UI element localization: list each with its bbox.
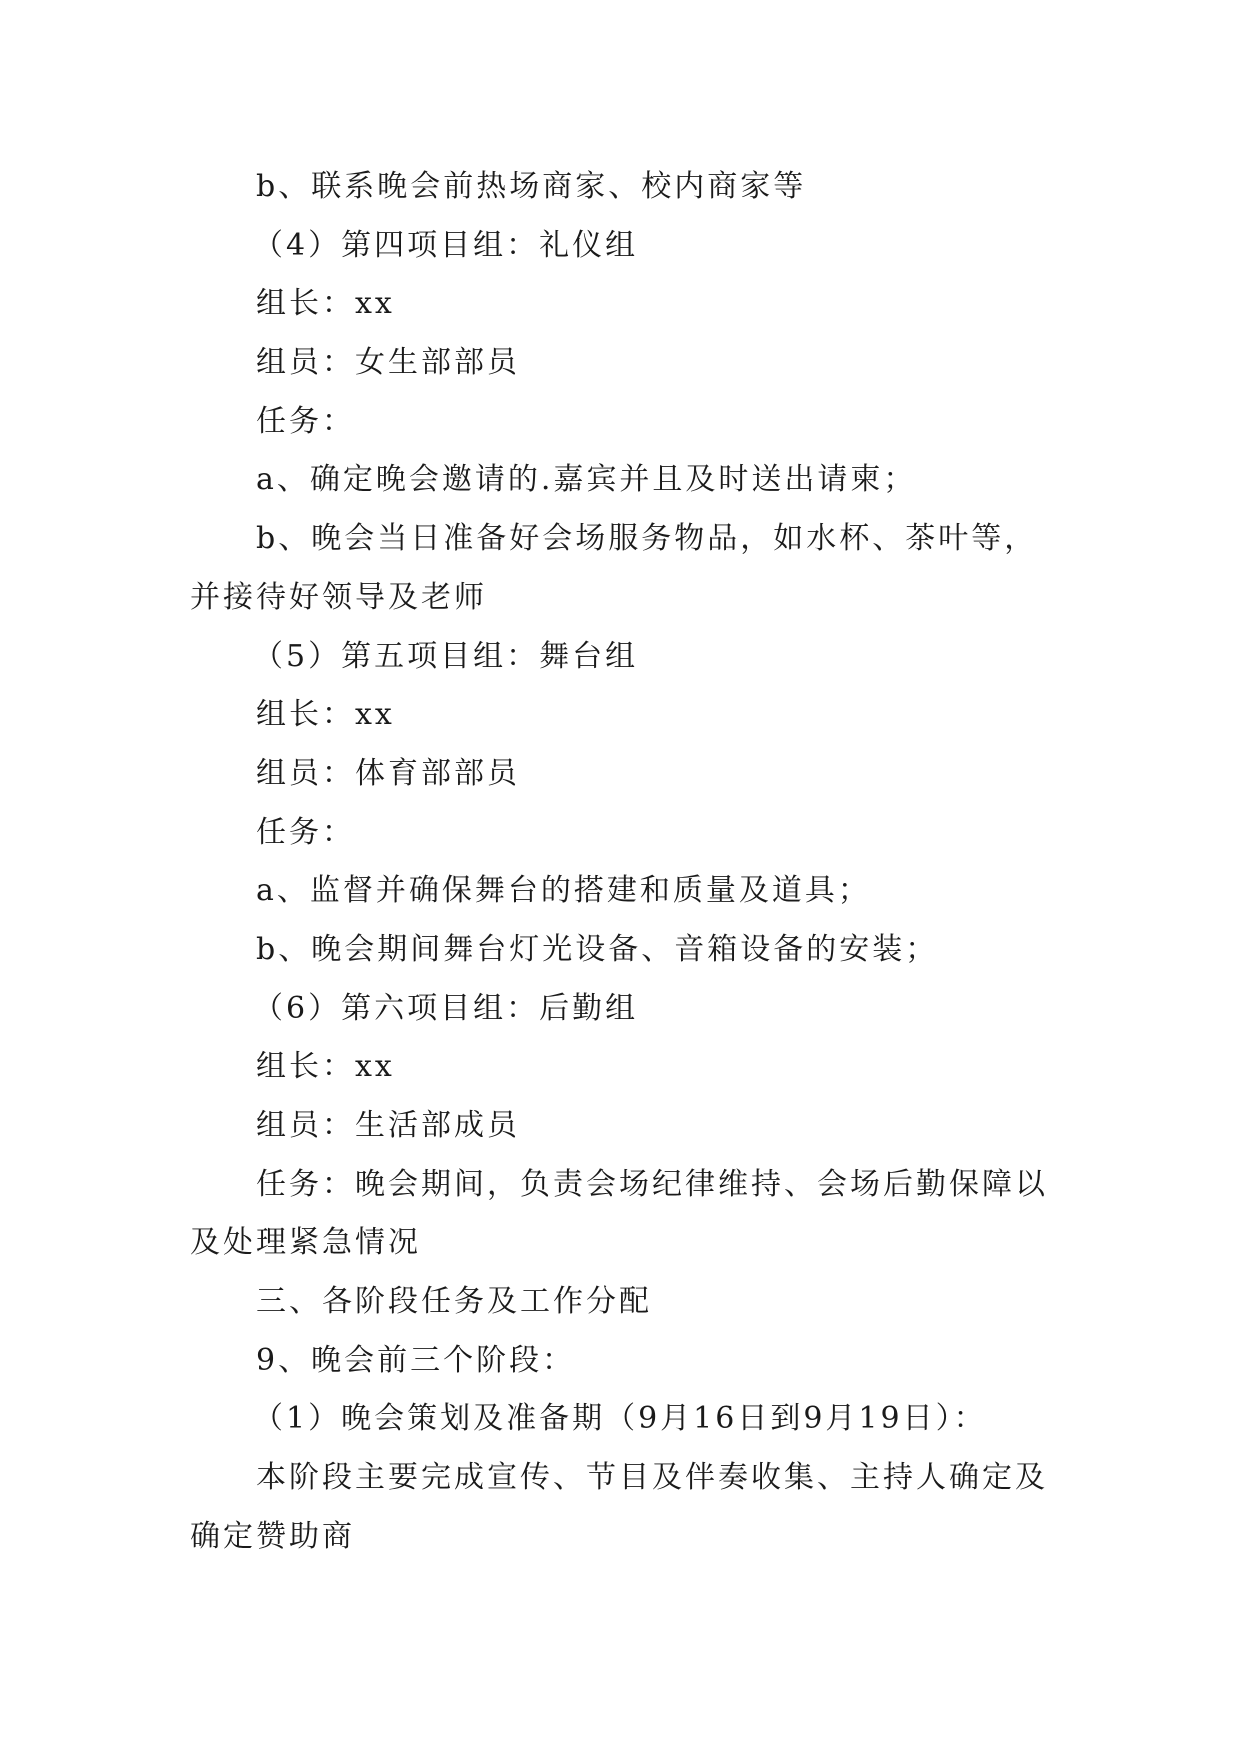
paragraph-line: 任务： (256, 403, 355, 439)
paragraph-line-continued: 及处理紧急情况 (190, 1225, 421, 1261)
paragraph-line: 任务： (256, 814, 355, 850)
section-heading: （6）第六项目组：后勤组 (253, 990, 639, 1026)
paragraph-line-continued: 并接待好领导及老师 (190, 579, 487, 615)
section-heading: （5）第五项目组：舞台组 (253, 638, 639, 674)
paragraph-line: a、监督并确保舞台的搭建和质量及道具； (256, 873, 871, 909)
paragraph-line: 本阶段主要完成宣传、节目及伴奏收集、主持人确定及 (256, 1460, 1048, 1496)
paragraph-line: 任务：晚会期间，负责会场纪律维持、会场后勤保障以 (256, 1166, 1048, 1202)
paragraph-line: 组长：xx (256, 286, 395, 322)
section-heading: （4）第四项目组：礼仪组 (253, 227, 639, 263)
document-body (190, 158, 1060, 1567)
paragraph-line-continued: 确定赞助商 (190, 1518, 355, 1554)
paragraph-line: 组长：xx (256, 1049, 395, 1085)
paragraph-line: 组员：女生部部员 (256, 345, 520, 381)
paragraph-line: b、联系晚会前热场商家、校内商家等 (256, 169, 807, 204)
paragraph-line: a、确定晚会邀请的.嘉宾并且及时送出请柬； (256, 462, 917, 498)
paragraph-line: b、晚会期间舞台灯光设备、音箱设备的安装； (256, 931, 939, 967)
paragraph-line: 组长：xx (256, 697, 395, 733)
paragraph-line: b、晚会当日准备好会场服务物品，如水杯、茶叶等， (256, 521, 1038, 557)
section-heading: （1）晚会策划及准备期（9月16日到9月19日）： (253, 1401, 987, 1437)
paragraph-line: 组员：体育部部员 (256, 755, 520, 791)
chapter-heading: 三、各阶段任务及工作分配 (256, 1284, 652, 1320)
paragraph-line: 9、晚会前三个阶段： (256, 1342, 576, 1378)
paragraph-line: 组员：生活部成员 (256, 1108, 520, 1143)
